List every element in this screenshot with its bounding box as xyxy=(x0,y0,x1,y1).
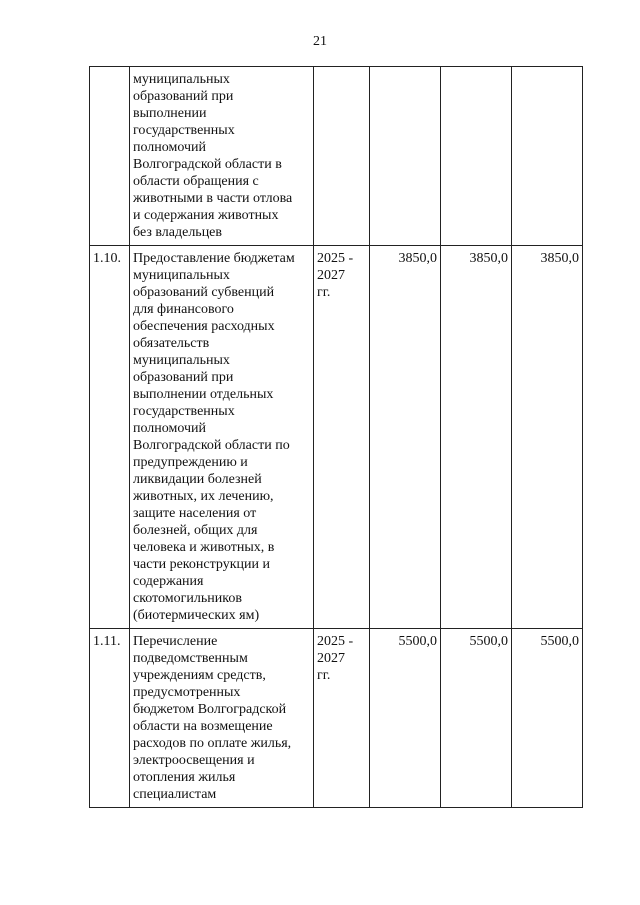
description-cell xyxy=(130,629,314,808)
description-line: расходов по оплате жилья, xyxy=(133,736,292,751)
description-line: содержания xyxy=(133,574,204,589)
amount-cell-2025: 3850,0 xyxy=(370,246,441,629)
description-line: учреждениям средств, xyxy=(133,668,266,683)
description-line: подведомственным xyxy=(133,651,248,666)
description-line: выполнении отдельных xyxy=(133,387,274,402)
description-line: Предоставление бюджетам xyxy=(133,251,295,266)
description-line: болезней, общих для xyxy=(133,523,258,538)
description-line: муниципальных xyxy=(133,72,230,87)
term-line: 2025 - xyxy=(317,251,354,266)
description-line: полномочий xyxy=(133,140,207,155)
description-line: образований субвенций xyxy=(133,285,275,300)
description-line: для финансового xyxy=(133,302,234,317)
description-line: животных, их лечению, xyxy=(133,489,274,504)
description-line: Волгоградской области по xyxy=(133,438,290,453)
description-line: Волгоградской области в xyxy=(133,157,282,172)
description-line: полномочий xyxy=(133,421,207,436)
description-cell xyxy=(130,67,314,246)
description-line: области на возмещение xyxy=(133,719,273,734)
description-line: области обращения с xyxy=(133,174,259,189)
table-row xyxy=(90,67,583,246)
description-line: государственных xyxy=(133,404,235,419)
description-line: защите населения от xyxy=(133,506,257,521)
description-line: обеспечения расходных xyxy=(133,319,275,334)
term-line: гг. xyxy=(317,668,331,683)
description-line: обязательств xyxy=(133,336,210,351)
description-line: скотомогильников xyxy=(133,591,242,606)
amount-cell-2026: 5500,0 xyxy=(441,629,512,808)
item-number-cell: 1.10. xyxy=(90,246,130,629)
term-cell xyxy=(314,629,370,808)
description-line: предусмотренных xyxy=(133,685,241,700)
description-line: электроосвещения и xyxy=(133,753,255,768)
description-line: ликвидации болезней xyxy=(133,472,262,487)
description-line: специалистам xyxy=(133,787,217,802)
budget-table xyxy=(89,66,583,808)
description-line: выполнении xyxy=(133,106,207,121)
term-line: 2025 - xyxy=(317,634,354,649)
table-row xyxy=(90,629,583,808)
term-line: гг. xyxy=(317,285,331,300)
description-line: и содержания животных xyxy=(133,208,279,223)
description-line: человека и животных, в xyxy=(133,540,275,555)
amount-cell-2026 xyxy=(441,67,512,246)
term-cell xyxy=(314,67,370,246)
item-number-cell: 1.11. xyxy=(90,629,130,808)
description-line: государственных xyxy=(133,123,235,138)
description-line: предупреждению и xyxy=(133,455,248,470)
description-line: животными в части отлова xyxy=(133,191,293,206)
amount-cell-2027: 3850,0 xyxy=(512,246,583,629)
term-cell xyxy=(314,246,370,629)
page-number: 21 xyxy=(313,34,327,49)
item-number-cell xyxy=(90,67,130,246)
description-line: бюджетом Волгоградской xyxy=(133,702,287,717)
description-line: отопления жилья xyxy=(133,770,236,785)
term-line: 2027 xyxy=(317,651,345,666)
description-line: муниципальных xyxy=(133,268,230,283)
description-line: муниципальных xyxy=(133,353,230,368)
description-line: (биотермических ям) xyxy=(133,608,260,623)
amount-cell-2025 xyxy=(370,67,441,246)
description-cell xyxy=(130,246,314,629)
term-line: 2027 xyxy=(317,268,345,283)
table-row xyxy=(90,246,583,629)
amount-cell-2027: 5500,0 xyxy=(512,629,583,808)
amount-cell-2027 xyxy=(512,67,583,246)
description-line: образований при xyxy=(133,370,234,385)
description-line: части реконструкции и xyxy=(133,557,270,572)
amount-cell-2026: 3850,0 xyxy=(441,246,512,629)
description-line: образований при xyxy=(133,89,234,104)
amount-cell-2025: 5500,0 xyxy=(370,629,441,808)
description-line: без владельцев xyxy=(133,225,223,240)
description-line: Перечисление xyxy=(133,634,218,649)
